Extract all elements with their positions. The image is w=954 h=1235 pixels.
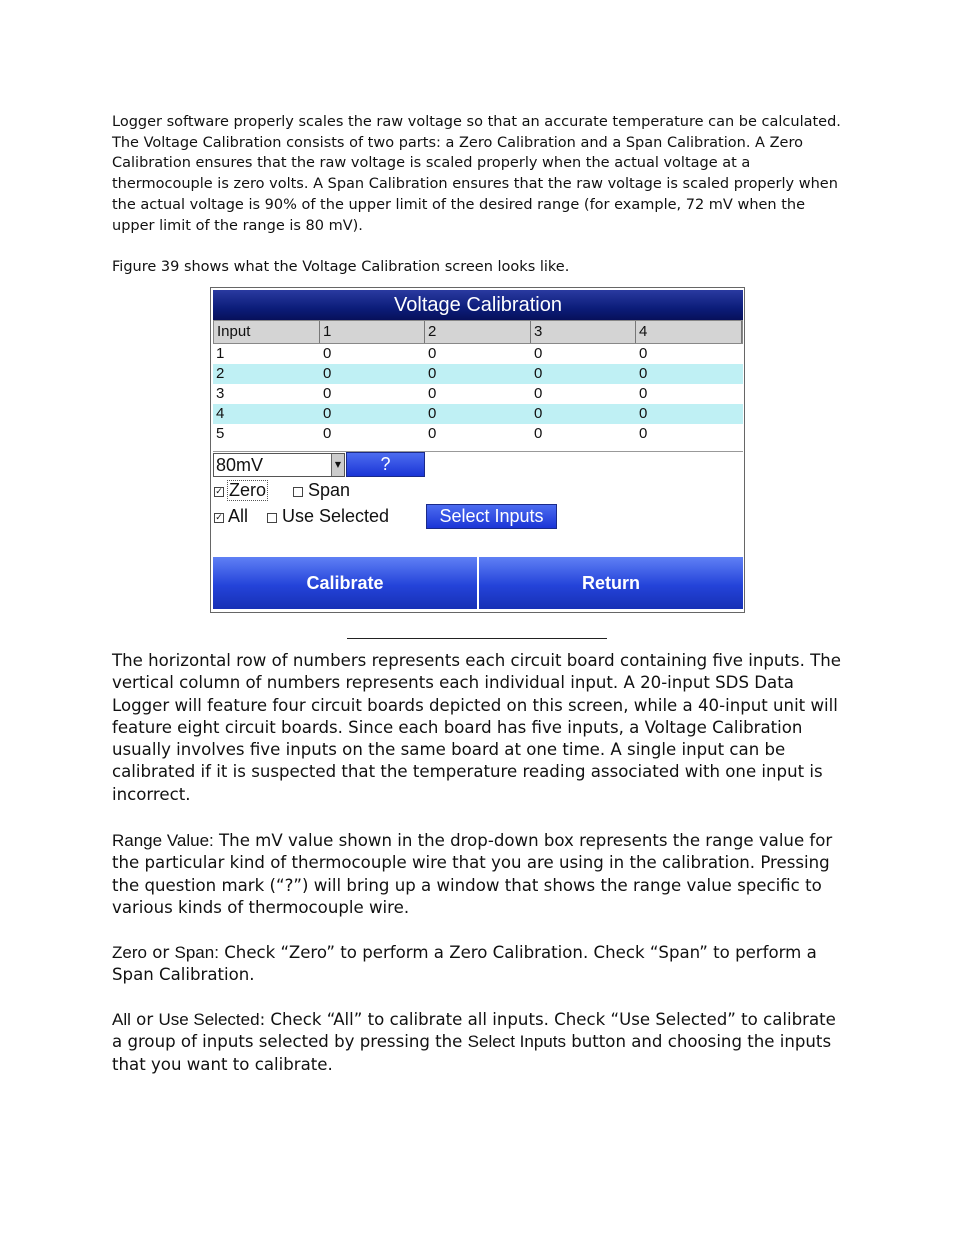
intro-paragraph: Logger software properly scales the raw voltage so that an accurate temperature can be calculated. The Voltage Calibration consists of two parts: a Zero Calibration and a Span Calibration. A Zero Calibration ensures that the raw voltage is scaled properly when the actual voltage at a thermocouple is zero volts. A Span Calibration ensures that the raw voltage is scaled properly when the actual voltage is 90% of the upper limit of the desired range (for example, 72 mV when the upper limit of the range is 80 mV). — [112, 114, 841, 234]
column-header-input[interactable]: Input — [214, 321, 320, 343]
column-header-3[interactable]: 3 — [531, 321, 636, 343]
table-row[interactable] — [213, 344, 743, 364]
cell-value: 0 — [428, 385, 437, 402]
table-row[interactable] — [213, 424, 743, 444]
row-input: 3 — [216, 385, 225, 402]
help-button[interactable]: ? — [346, 452, 425, 477]
grid-header — [213, 320, 743, 344]
span-term: Span: — [174, 943, 219, 962]
cell-value: 0 — [639, 405, 648, 422]
calibration-screen — [213, 290, 743, 609]
body-paragraph-grid: The horizontal row of numbers represents each circuit board containing five inputs. The vertical column of numbers represents each individual input. A 20-input SDS Data Logger will feature four circuit boards depicted on this screen, while a 40-input unit will feature eight circuit boards. Since each board has five inputs, a Voltage Calibration usually involves five inputs on the same board at one time. A single input can be calibrated if it is suspected that the temperature reading associated with one input is incorrect. — [112, 651, 841, 804]
cell-value: 0 — [428, 365, 437, 382]
all-text-a: : Check “All” to calibrate all inputs. Check “Use Selected” to calibrate a group of inputs selected by pressing the — [112, 1010, 836, 1052]
cell-value: 0 — [639, 425, 648, 442]
cell-value: 0 — [323, 345, 332, 362]
cell-value: 0 — [323, 385, 332, 402]
cell-value: 0 — [323, 405, 332, 422]
cell-value: 0 — [428, 425, 437, 442]
cell-value: 0 — [639, 345, 648, 362]
use-selected-term: Use Selected — [158, 1010, 260, 1029]
span-checkbox[interactable] — [293, 487, 303, 497]
body-paragraph-range — [112, 830, 844, 919]
row-input: 1 — [216, 345, 225, 362]
zero-label[interactable]: Zero — [229, 480, 267, 500]
cell-value: 0 — [534, 345, 543, 362]
select-inputs-button[interactable]: Select Inputs — [426, 504, 557, 529]
cell-value: 0 — [428, 405, 437, 422]
span-label[interactable]: Span — [308, 480, 351, 500]
all-text-b: button and choosing the inputs that you want to calibrate. — [112, 1032, 832, 1074]
calibration-grid — [213, 320, 743, 452]
all-label[interactable]: All — [228, 506, 249, 526]
zero-span-text: Check “Zero” to perform a Zero Calibration. Check “Span” to perform a Span Calibration. — [112, 943, 817, 985]
table-row[interactable] — [213, 364, 743, 384]
caption-rule — [347, 638, 607, 639]
range-select-value: 80mV — [216, 455, 264, 475]
chevron-down-icon[interactable]: ▼ — [331, 454, 344, 476]
table-row[interactable] — [213, 404, 743, 424]
use-selected-label[interactable]: Use Selected — [282, 506, 390, 526]
or-text: or — [130, 1010, 159, 1029]
column-header-4[interactable]: 4 — [636, 321, 742, 343]
cell-value: 0 — [639, 365, 648, 382]
zero-checkbox[interactable]: ✓ — [215, 487, 223, 497]
cell-value: 0 — [534, 385, 543, 402]
use-selected-checkbox[interactable] — [267, 513, 277, 523]
range-value-term: Range Value: — [112, 831, 214, 850]
screen-title: Voltage Calibration — [213, 290, 743, 320]
zero-term: Zero — [112, 943, 147, 962]
cell-value: 0 — [639, 385, 648, 402]
cell-value: 0 — [323, 425, 332, 442]
range-value-text: The mV value shown in the drop-down box represents the range value for the particular kind of thermocouple wire that you are using in the calibration. Pressing the question mark (“?”) will bring up a window that shows the range value specific to various kinds of thermocouple wire. — [112, 831, 833, 917]
row-input: 5 — [216, 425, 225, 442]
cell-value: 0 — [323, 365, 332, 382]
range-select[interactable] — [213, 453, 345, 477]
table-row[interactable] — [213, 384, 743, 404]
cell-value: 0 — [534, 365, 543, 382]
column-header-1[interactable]: 1 — [320, 321, 425, 343]
body-paragraph-zero-span — [112, 942, 844, 987]
return-button[interactable]: Return — [479, 557, 743, 609]
body-paragraph-all-selected — [112, 1009, 844, 1076]
all-term: All — [112, 1010, 131, 1029]
row-input: 4 — [216, 405, 225, 422]
cell-value: 0 — [428, 345, 437, 362]
cell-value: 0 — [534, 425, 543, 442]
figure-reference: Figure 39 shows what the Voltage Calibration screen looks like. — [112, 259, 570, 275]
cell-value: 0 — [534, 405, 543, 422]
all-checkbox[interactable]: ✓ — [215, 513, 223, 523]
or-text: or — [146, 943, 175, 962]
column-header-2[interactable]: 2 — [425, 321, 531, 343]
voltage-calibration-screenshot — [210, 287, 745, 613]
row-input: 2 — [216, 365, 225, 382]
select-inputs-term: Select Inputs — [467, 1032, 566, 1052]
calibrate-button[interactable]: Calibrate — [213, 557, 477, 609]
